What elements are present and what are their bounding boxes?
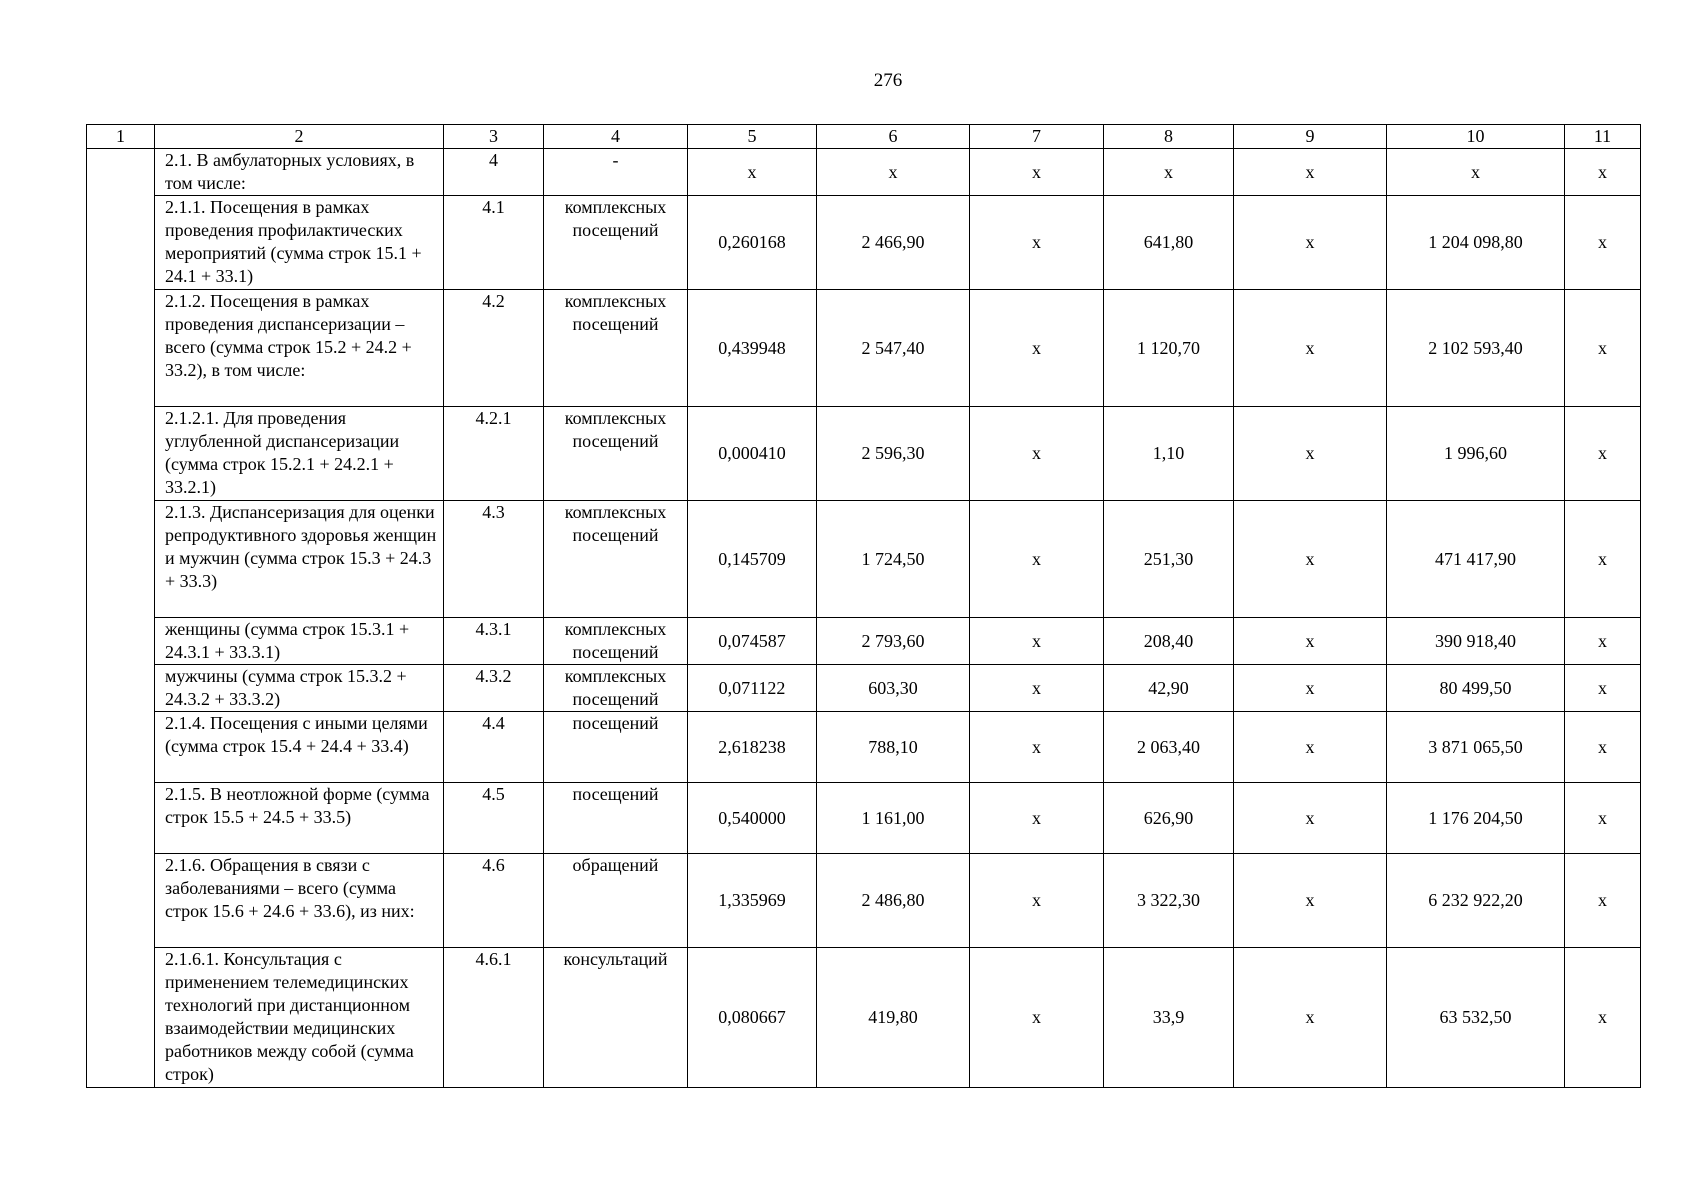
table-row	[87, 149, 1641, 196]
column-number: 9	[1234, 125, 1387, 149]
value-cell-col7: х	[970, 948, 1104, 1088]
value-cell-col10: 1 996,60	[1387, 407, 1565, 501]
value-cell-col7: х	[970, 501, 1104, 618]
row-code-cell: 4.3.2	[444, 665, 544, 712]
unit-cell: посещений	[544, 712, 688, 783]
value-cell-col9: х	[1234, 712, 1387, 783]
row-name-cell: 2.1.1. Посещения в рамках проведения профилактических мероприятий (сумма строк 15.1 + 24.1 + 33.1)	[155, 196, 444, 290]
unit-cell: консультаций	[544, 948, 688, 1088]
column-number: 3	[444, 125, 544, 149]
unit-cell: комплексных посещений	[544, 196, 688, 290]
row-code-cell: 4.6	[444, 854, 544, 948]
row-code-cell: 4.6.1	[444, 948, 544, 1088]
value-cell-col9: х	[1234, 149, 1387, 196]
unit-cell: комплексных посещений	[544, 407, 688, 501]
table-row	[87, 618, 1641, 665]
column-number-row	[87, 125, 1641, 149]
unit-cell: посещений	[544, 783, 688, 854]
value-cell-col6: 1 724,50	[817, 501, 970, 618]
value-cell-col11: х	[1565, 783, 1641, 854]
table-row	[87, 948, 1641, 1088]
value-cell-col8: 42,90	[1104, 665, 1234, 712]
value-cell-col9: х	[1234, 407, 1387, 501]
row-name-cell: 2.1.3. Диспансеризация для оценки репродуктивного здоровья женщин и мужчин (сумма строк 15.3 + 24.3 + 33.3)	[155, 501, 444, 618]
value-cell-col6: 603,30	[817, 665, 970, 712]
column-number: 5	[688, 125, 817, 149]
value-cell-col8: 33,9	[1104, 948, 1234, 1088]
value-cell-col8: 251,30	[1104, 501, 1234, 618]
value-cell-col11: х	[1565, 712, 1641, 783]
value-cell-col6: 788,10	[817, 712, 970, 783]
value-cell-col6: 2 486,80	[817, 854, 970, 948]
value-cell-col7: х	[970, 196, 1104, 290]
value-cell-col9: х	[1234, 665, 1387, 712]
unit-cell: комплексных посещений	[544, 501, 688, 618]
value-cell-col10: 471 417,90	[1387, 501, 1565, 618]
value-cell-col7: х	[970, 783, 1104, 854]
value-cell-col5: 1,335969	[688, 854, 817, 948]
row-name-cell: женщины (сумма строк 15.3.1 + 24.3.1 + 33.3.1)	[155, 618, 444, 665]
value-cell-col9: х	[1234, 501, 1387, 618]
column-number: 1	[87, 125, 155, 149]
table-row	[87, 290, 1641, 407]
column-1-cell	[87, 149, 155, 1088]
value-cell-col11: х	[1565, 501, 1641, 618]
page-number: 276	[873, 70, 903, 91]
value-cell-col6: 2 547,40	[817, 290, 970, 407]
value-cell-col5: 0,000410	[688, 407, 817, 501]
column-number: 2	[155, 125, 444, 149]
value-cell-col6: 1 161,00	[817, 783, 970, 854]
value-cell-col8: 626,90	[1104, 783, 1234, 854]
value-cell-col5: 0,074587	[688, 618, 817, 665]
table-row	[87, 665, 1641, 712]
table-row	[87, 196, 1641, 290]
value-cell-col8: 1 120,70	[1104, 290, 1234, 407]
value-cell-col5: х	[688, 149, 817, 196]
value-cell-col10: 6 232 922,20	[1387, 854, 1565, 948]
row-code-cell: 4	[444, 149, 544, 196]
value-cell-col10: 3 871 065,50	[1387, 712, 1565, 783]
value-cell-col11: х	[1565, 407, 1641, 501]
value-cell-col8: 1,10	[1104, 407, 1234, 501]
value-cell-col7: х	[970, 290, 1104, 407]
row-name-cell: 2.1.2. Посещения в рамках проведения диспансеризации – всего (сумма строк 15.2 + 24.2 + 33.2), в том числе:	[155, 290, 444, 407]
table-row	[87, 407, 1641, 501]
value-cell-col5: 0,540000	[688, 783, 817, 854]
value-cell-col5: 0,260168	[688, 196, 817, 290]
value-cell-col9: х	[1234, 196, 1387, 290]
value-cell-col7: х	[970, 407, 1104, 501]
value-cell-col9: х	[1234, 854, 1387, 948]
row-name-cell: 2.1.5. В неотложной форме (сумма строк 15.5 + 24.5 + 33.5)	[155, 783, 444, 854]
table-row	[87, 712, 1641, 783]
value-cell-col6: х	[817, 149, 970, 196]
column-number: 6	[817, 125, 970, 149]
value-cell-col10: 390 918,40	[1387, 618, 1565, 665]
value-cell-col11: х	[1565, 854, 1641, 948]
unit-cell: комплексных посещений	[544, 665, 688, 712]
value-cell-col11: х	[1565, 665, 1641, 712]
row-name-cell: мужчины (сумма строк 15.3.2 + 24.3.2 + 33.3.2)	[155, 665, 444, 712]
table-row	[87, 854, 1641, 948]
value-cell-col7: х	[970, 149, 1104, 196]
value-cell-col11: х	[1565, 149, 1641, 196]
value-cell-col5: 0,071122	[688, 665, 817, 712]
value-cell-col10: 80 499,50	[1387, 665, 1565, 712]
column-number: 4	[544, 125, 688, 149]
value-cell-col5: 2,618238	[688, 712, 817, 783]
value-cell-col8: 3 322,30	[1104, 854, 1234, 948]
value-cell-col8: 641,80	[1104, 196, 1234, 290]
unit-cell: комплексных посещений	[544, 618, 688, 665]
data-table	[86, 124, 1641, 1088]
value-cell-col9: х	[1234, 618, 1387, 665]
row-code-cell: 4.2.1	[444, 407, 544, 501]
row-code-cell: 4.3.1	[444, 618, 544, 665]
value-cell-col7: х	[970, 665, 1104, 712]
column-number: 10	[1387, 125, 1565, 149]
row-code-cell: 4.1	[444, 196, 544, 290]
value-cell-col5: 0,439948	[688, 290, 817, 407]
value-cell-col6: 419,80	[817, 948, 970, 1088]
value-cell-col7: х	[970, 618, 1104, 665]
row-name-cell: 2.1.6. Обращения в связи с заболеваниями – всего (сумма строк 15.6 + 24.6 + 33.6), из них:	[155, 854, 444, 948]
row-code-cell: 4.4	[444, 712, 544, 783]
row-name-cell: 2.1. В амбулаторных условиях, в том числе:	[155, 149, 444, 196]
column-number: 11	[1565, 125, 1641, 149]
value-cell-col6: 2 466,90	[817, 196, 970, 290]
value-cell-col6: 2 596,30	[817, 407, 970, 501]
value-cell-col6: 2 793,60	[817, 618, 970, 665]
value-cell-col8: 208,40	[1104, 618, 1234, 665]
value-cell-col5: 0,145709	[688, 501, 817, 618]
value-cell-col10: 63 532,50	[1387, 948, 1565, 1088]
row-name-cell: 2.1.2.1. Для проведения углубленной диспансеризации (сумма строк 15.2.1 + 24.2.1 + 33.2.1)	[155, 407, 444, 501]
unit-cell: комплексных посещений	[544, 290, 688, 407]
table-row	[87, 501, 1641, 618]
value-cell-col11: х	[1565, 618, 1641, 665]
value-cell-col9: х	[1234, 783, 1387, 854]
value-cell-col10: х	[1387, 149, 1565, 196]
value-cell-col10: 1 204 098,80	[1387, 196, 1565, 290]
row-name-cell: 2.1.4. Посещения с иными целями (сумма строк 15.4 + 24.4 + 33.4)	[155, 712, 444, 783]
row-code-cell: 4.5	[444, 783, 544, 854]
row-name-cell: 2.1.6.1. Консультация с применением телемедицинских технологий при дистанционном взаимодействии медицинских работников между собой (сумма строк)	[155, 948, 444, 1088]
value-cell-col11: х	[1565, 196, 1641, 290]
value-cell-col11: х	[1565, 948, 1641, 1088]
value-cell-col8: 2 063,40	[1104, 712, 1234, 783]
value-cell-col10: 2 102 593,40	[1387, 290, 1565, 407]
unit-cell: -	[544, 149, 688, 196]
value-cell-col9: х	[1234, 948, 1387, 1088]
value-cell-col5: 0,080667	[688, 948, 817, 1088]
value-cell-col8: х	[1104, 149, 1234, 196]
row-code-cell: 4.3	[444, 501, 544, 618]
value-cell-col7: х	[970, 854, 1104, 948]
column-number: 8	[1104, 125, 1234, 149]
table-row	[87, 783, 1641, 854]
column-number: 7	[970, 125, 1104, 149]
value-cell-col10: 1 176 204,50	[1387, 783, 1565, 854]
value-cell-col11: х	[1565, 290, 1641, 407]
row-code-cell: 4.2	[444, 290, 544, 407]
unit-cell: обращений	[544, 854, 688, 948]
value-cell-col7: х	[970, 712, 1104, 783]
value-cell-col9: х	[1234, 290, 1387, 407]
